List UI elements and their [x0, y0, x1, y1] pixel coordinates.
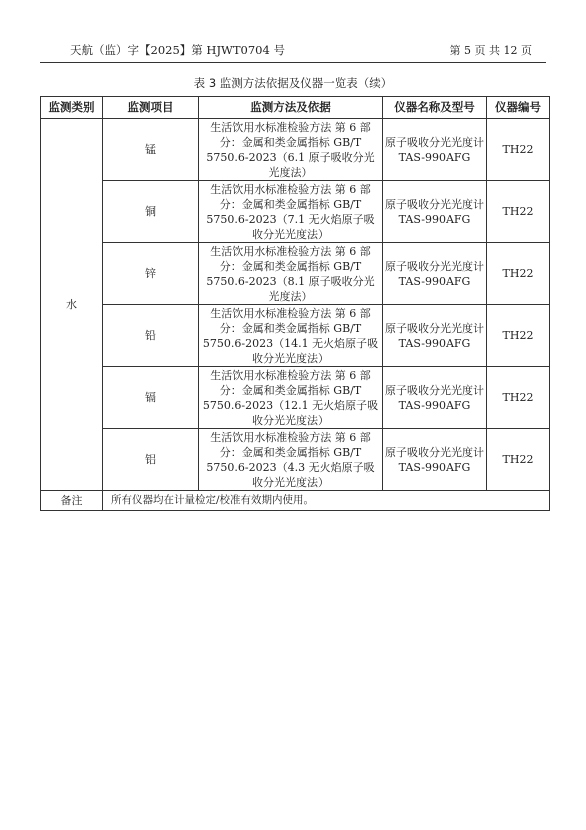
table-row	[41, 243, 550, 305]
instrument-id-cell: TH22	[487, 367, 550, 429]
col-header-category: 监测类别	[41, 97, 103, 119]
instrument-cell: 原子吸收分光光度计 TAS-990AFG	[383, 119, 487, 181]
method-cell: 生活饮用水标准检验方法 第 6 部分：金属和类金属指标 GB/T 5750.6-2023（8.1 原子吸收分光光度法）	[199, 243, 383, 305]
col-header-id: 仪器编号	[487, 97, 550, 119]
table-row	[41, 367, 550, 429]
remark-label: 备注	[41, 491, 103, 511]
item-cell: 铜	[103, 181, 199, 243]
category-cell: 水	[41, 119, 103, 491]
instrument-cell: 原子吸收分光光度计 TAS-990AFG	[383, 243, 487, 305]
instrument-cell: 原子吸收分光光度计 TAS-990AFG	[383, 367, 487, 429]
table-row	[41, 181, 550, 243]
instrument-id-cell: TH22	[487, 181, 550, 243]
remark-row	[41, 491, 550, 511]
item-cell: 铝	[103, 429, 199, 491]
instrument-id-cell: TH22	[487, 119, 550, 181]
col-header-instrument: 仪器名称及型号	[383, 97, 487, 119]
item-cell: 铅	[103, 305, 199, 367]
col-header-item: 监测项目	[103, 97, 199, 119]
doc-number: 天航（监）字【2025】第 HJWT0704 号	[70, 43, 285, 57]
item-cell: 锌	[103, 243, 199, 305]
page-info: 第 5 页 共 12 页	[449, 44, 532, 57]
method-cell: 生活饮用水标准检验方法 第 6 部分：金属和类金属指标 GB/T 5750.6-2023（7.1 无火焰原子吸收分光光度法）	[199, 181, 383, 243]
table-header-row	[41, 97, 550, 119]
method-cell: 生活饮用水标准检验方法 第 6 部分：金属和类金属指标 GB/T 5750.6-2023（14.1 无火焰原子吸收分光光度法）	[199, 305, 383, 367]
instrument-cell: 原子吸收分光光度计 TAS-990AFG	[383, 181, 487, 243]
table-row	[41, 119, 550, 181]
instrument-cell: 原子吸收分光光度计 TAS-990AFG	[383, 305, 487, 367]
header-divider	[40, 62, 546, 63]
method-instrument-table	[40, 96, 550, 511]
instrument-id-cell: TH22	[487, 429, 550, 491]
col-header-method: 监测方法及依据	[199, 97, 383, 119]
table-caption: 表 3 监测方法依据及仪器一览表（续）	[193, 76, 393, 90]
method-cell: 生活饮用水标准检验方法 第 6 部分：金属和类金属指标 GB/T 5750.6-2023（4.3 无火焰原子吸收分光光度法）	[199, 429, 383, 491]
table-row	[41, 305, 550, 367]
method-cell: 生活饮用水标准检验方法 第 6 部分：金属和类金属指标 GB/T 5750.6-2023（6.1 原子吸收分光光度法）	[199, 119, 383, 181]
instrument-id-cell: TH22	[487, 305, 550, 367]
item-cell: 锰	[103, 119, 199, 181]
table-row	[41, 429, 550, 491]
instrument-id-cell: TH22	[487, 243, 550, 305]
method-cell: 生活饮用水标准检验方法 第 6 部分：金属和类金属指标 GB/T 5750.6-2023（12.1 无火焰原子吸收分光光度法）	[199, 367, 383, 429]
item-cell: 镉	[103, 367, 199, 429]
remark-text: 所有仪器均在计量检定/校准有效期内使用。	[103, 491, 550, 511]
instrument-cell: 原子吸收分光光度计 TAS-990AFG	[383, 429, 487, 491]
